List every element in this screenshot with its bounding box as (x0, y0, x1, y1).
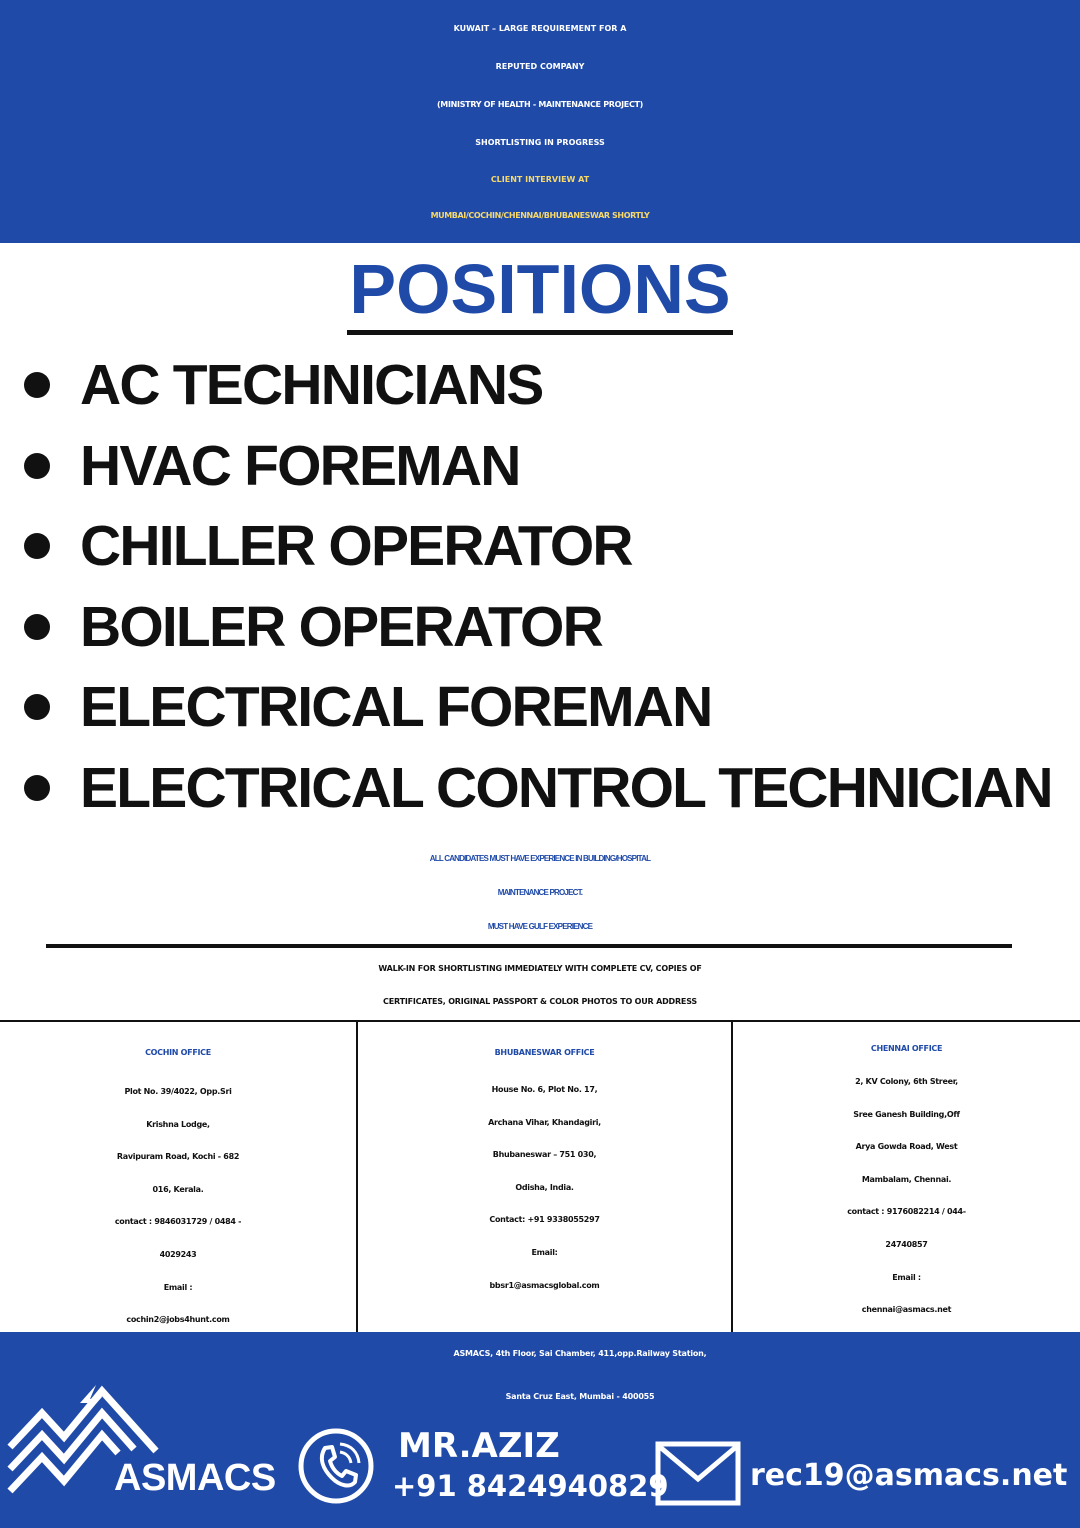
office-address (0, 1076, 356, 1337)
office-title: BHUBANESWAR OFFICE (494, 1048, 595, 1057)
address-line: Ravipuram Road, Kochi - 682 (116, 1152, 240, 1162)
email-label: Email : (163, 1282, 193, 1292)
walkin-line: WALK-IN FOR SHORTLISTING IMMEDIATELY WITH COMPLETE CV, COPIES OF (378, 964, 702, 973)
position-item (20, 426, 1080, 507)
contact-line: 24740857 (885, 1239, 928, 1249)
position-item (20, 345, 1080, 426)
positions-heading-wrap (0, 248, 1080, 335)
email-link[interactable]: cochin2@jobs4hunt.com (126, 1315, 230, 1325)
bullet-icon (24, 453, 50, 479)
contact-email-address[interactable]: rec19@asmacs.net (750, 1458, 1068, 1493)
position-item (20, 667, 1080, 748)
bullet-icon (24, 372, 50, 398)
position-label: CHILLER OPERATOR (80, 514, 632, 579)
contact-line: contact : 9176082214 / 044- (847, 1207, 966, 1217)
phone-icon[interactable] (296, 1426, 376, 1506)
requirements-block (0, 842, 1080, 944)
office-title: COCHIN OFFICE (145, 1048, 211, 1057)
position-label: AC TECHNICIANS (80, 353, 543, 418)
contact-line: 4029243 (159, 1249, 197, 1259)
header-line-3: (MINISTRY OF HEALTH - MAINTENANCE PROJECT) (436, 100, 644, 109)
address-line: Arya Gowda Road, West (855, 1142, 958, 1152)
contact-line: Contact: +91 9338055297 (489, 1215, 600, 1225)
header-line-2: REPUTED COMPANY (495, 62, 585, 71)
email-label: Email: (531, 1247, 558, 1257)
address-line: Mambalam, Chennai. (861, 1174, 952, 1184)
office-chennai (733, 1022, 1080, 1334)
header-line-1: KUWAIT – LARGE REQUIREMENT FOR A (453, 24, 627, 33)
position-label: HVAC FOREMAN (80, 433, 520, 498)
position-item (20, 506, 1080, 587)
address-line: Plot No. 39/4022, Opp.Sri (124, 1087, 232, 1096)
bullet-icon (24, 614, 50, 640)
positions-list (20, 345, 1080, 828)
bullet-icon (24, 694, 50, 720)
offices-grid (0, 1020, 1080, 1332)
position-label: ELECTRICAL CONTROL TECHNICIAN (80, 755, 1052, 820)
office-cochin (0, 1022, 358, 1334)
contact-line: contact : 9846031729 / 0484 - (114, 1217, 242, 1227)
positions-heading: POSITIONS (347, 248, 732, 335)
address-line: Sree Ganesh Building,Off (853, 1109, 960, 1119)
header-interview-line: CLIENT INTERVIEW AT (490, 175, 590, 184)
section-divider (46, 944, 1012, 948)
walkin-notice (0, 952, 1080, 1018)
address-line: Santa Cruz East, Mumbai - 400055 (505, 1392, 655, 1401)
bullet-icon (24, 533, 50, 559)
office-bhubaneswar (358, 1022, 733, 1334)
address-line: Odisha, India. (515, 1182, 574, 1192)
position-label: BOILER OPERATOR (80, 594, 602, 659)
asmacs-logo (6, 1385, 276, 1505)
mail-icon[interactable] (655, 1441, 741, 1506)
requirement-line: MUST HAVE GULF EXPERIENCE (487, 922, 593, 931)
position-item (20, 748, 1080, 829)
header-locations-line: MUMBAI/COCHIN/CHENNAI/BHUBANESWAR SHORTLY (430, 211, 650, 220)
brand-name: ASMACS (114, 1457, 276, 1499)
email-link[interactable]: bbsr1@asmacsglobal.com (489, 1280, 600, 1290)
header-banner (0, 0, 1080, 243)
header-line-4: SHORTLISTING IN PROGRESS (475, 138, 605, 147)
address-line: ASMACS, 4th Floor, Sai Chamber, 411,opp.Railway Station, (453, 1349, 707, 1358)
email-label: Email : (892, 1272, 921, 1282)
contact-person-name: MR.AZIZ (398, 1426, 560, 1466)
position-item (20, 587, 1080, 668)
address-line: Krishna Lodge, (146, 1119, 210, 1129)
office-title: CHENNAI OFFICE (870, 1044, 943, 1053)
office-address (358, 1074, 731, 1302)
office-address (733, 1066, 1080, 1327)
address-line: Bhubaneswar – 751 030, (492, 1150, 597, 1160)
email-link[interactable]: chennai@asmacs.net (861, 1305, 952, 1315)
requirement-line: ALL CANDIDATES MUST HAVE EXPERIENCE IN BUILDING/HOSPITAL (429, 854, 651, 863)
position-label: ELECTRICAL FOREMAN (80, 675, 712, 740)
address-line: House No. 6, Plot No. 17, (491, 1085, 598, 1094)
bullet-icon (24, 775, 50, 801)
requirement-line: MAINTENANCE PROJECT. (497, 888, 583, 897)
address-line: Archana Vihar, Khandagiri, (488, 1117, 601, 1127)
address-line: 016, Kerala. (152, 1184, 204, 1194)
walkin-line: CERTIFICATES, ORIGINAL PASSPORT & COLOR PHOTOS TO OUR ADDRESS (383, 997, 697, 1006)
address-line: 2, KV Colony, 6th Streer, (855, 1077, 958, 1086)
contact-phone-number[interactable]: +91 8424940829 (392, 1469, 669, 1503)
